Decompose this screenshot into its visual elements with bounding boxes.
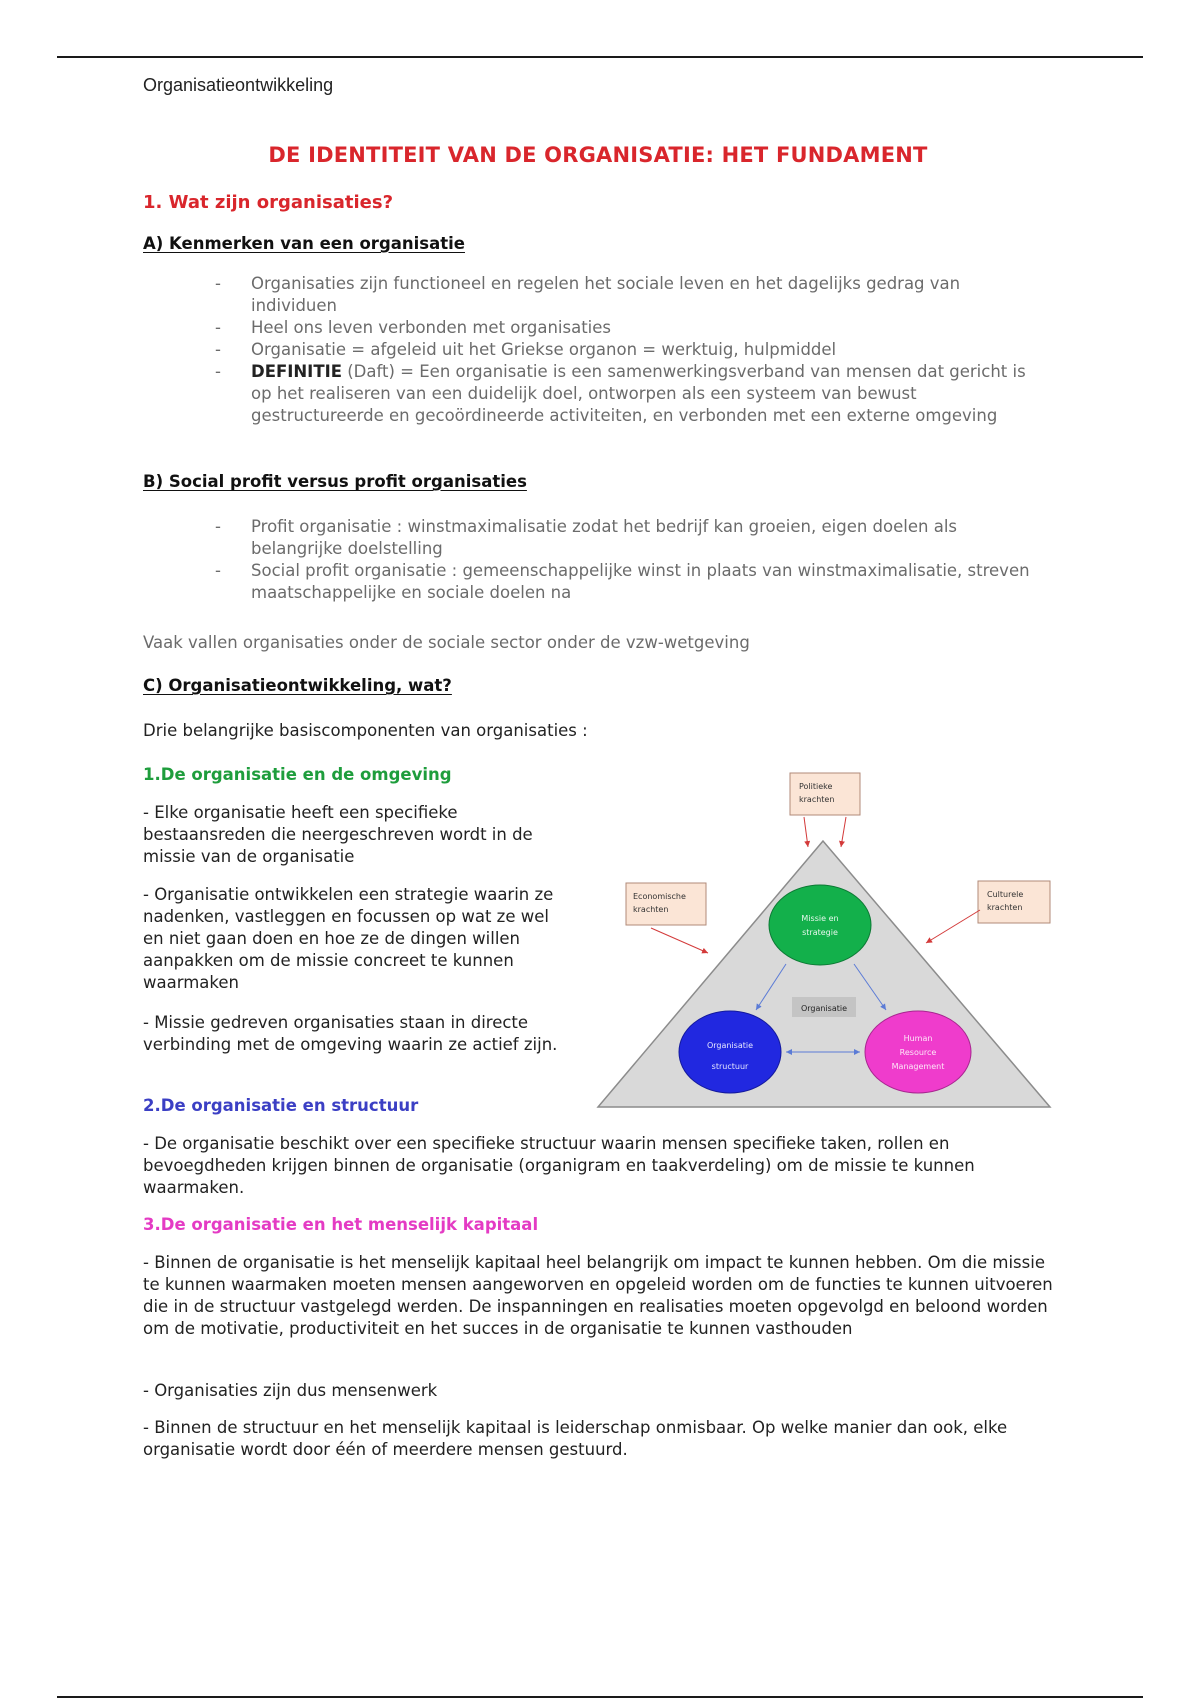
component-1-para-3: - Missie gedreven organisaties staan in directe verbinding met de omgeving waarin ze actief zijn.: [143, 1013, 558, 1054]
component-3-para-1: - Binnen de organisatie is het menselijk kapitaal heel belangrijk om impact te kunnen hebben. Om die missie te kunnen waarmaken moeten mensen aangeworven en opgeleid worden om de functies te kunnen uitvoeren die in de structuur vastgelegd werden. De inspanningen en realisaties moeten opgevolgd en beloond worden om de motivatie, productiviteit en het succes in de organisatie te kunnen vasthouden: [143, 1253, 1053, 1338]
svg-text:krachten: krachten: [633, 905, 669, 914]
missie-strategie-circle: [769, 885, 871, 965]
subsection-heading-c: C) Organisatieontwikkeling, wat?: [143, 676, 452, 695]
economische-krachten-box: [626, 883, 706, 925]
svg-text:Politieke: Politieke: [799, 782, 833, 791]
component-1-para-2: - Organisatie ontwikkelen een strategie waarin ze nadenken, vastleggen en focussen op wat ze wel en niet gaan doen en hoe ze de dingen willen aanpakken om de missie concreet te kunnen waarmaken: [143, 885, 554, 992]
component-3-para-2: - Organisaties zijn dus mensenwerk: [143, 1381, 438, 1400]
arrow-cultureel: [926, 910, 980, 943]
svg-text:Management: Management: [891, 1062, 945, 1071]
svg-text:Organisatie: Organisatie: [706, 1041, 754, 1050]
list-item: - Heel ons leven verbonden met organisaties: [215, 318, 612, 337]
organisatie-label: [792, 997, 856, 1017]
running-header: Organisatieontwikkeling: [143, 75, 334, 95]
arrow-politiek-1: [804, 817, 808, 847]
section-heading: 1. Wat zijn organisaties?: [143, 192, 394, 213]
svg-text:strategie: strategie: [802, 928, 838, 937]
svg-text:Culturele: Culturele: [987, 890, 1024, 899]
component-2-para: - De organisatie beschikt over een specifieke structuur waarin mensen specifieke taken, rollen en bevoegdheden krijgen binnen de organisatie (organigram en taakverdeling) om de missie te kunnen waarmaken.: [143, 1134, 975, 1197]
list-item: - Organisatie = afgeleid uit het Griekse organon = werktuig, hulpmiddel: [215, 340, 837, 359]
culturele-krachten-box: [978, 881, 1050, 923]
component-1-para-1: - Elke organisatie heeft een specifieke bestaansreden die neergeschreven wordt in de missie van de organisatie: [143, 803, 533, 866]
arrow-economisch: [651, 928, 708, 953]
list-item: - Social profit organisatie : gemeenschappelijke winst in plaats van winstmaximalisatie, streven maatschappelijke en sociale doelen na: [215, 561, 1030, 602]
svg-text:krachten: krachten: [799, 795, 835, 804]
list-item: - Organisaties zijn functioneel en regelen het sociale leven en het dagelijks gedrag van individuen: [215, 274, 961, 315]
bullet-list-profit: [215, 516, 1035, 604]
hrm-circle: [865, 1011, 971, 1093]
list-item: - DEFINITIE (Daft) = Een organisatie is een samenwerkingsverband van mensen dat gericht is op het realiseren van een duidelijk doel, ontworpen als een systeem van bewust gestructureerde en gecoördineerde activiteiten, en verbonden met een externe omgeving: [215, 362, 1026, 425]
component-3-heading: 3.De organisatie en het menselijk kapitaal: [143, 1215, 539, 1234]
definition-term: DEFINITIE: [251, 362, 342, 381]
svg-text:Human: Human: [903, 1034, 933, 1043]
components-intro: Drie belangrijke basiscomponenten van organisaties :: [143, 721, 588, 740]
arrow-politiek-2: [841, 817, 846, 847]
component-3-para-3: - Binnen de structuur en het menselijk kapitaal is leiderschap onmisbaar. Op welke manier dan ook, elke organisatie wordt door één of meerdere mensen gestuurd.: [143, 1418, 1008, 1459]
component-1-heading: 1.De organisatie en de omgeving: [143, 765, 452, 784]
organisation-diagram: [596, 765, 1056, 1113]
subsection-heading-b: B) Social profit versus profit organisaties: [143, 472, 527, 491]
list-item: - Profit organisatie : winstmaximalisatie zodat het bedrijf kan groeien, eigen doelen als belangrijke doelstelling: [215, 517, 958, 558]
svg-text:krachten: krachten: [987, 903, 1023, 912]
bottom-rule: [57, 1696, 1143, 1698]
component-2-heading: 2.De organisatie en structuur: [143, 1096, 419, 1115]
politieke-krachten-box: [790, 773, 860, 815]
subsection-heading-a: A) Kenmerken van een organisatie: [143, 234, 465, 253]
svg-text:Missie en: Missie en: [801, 914, 839, 923]
svg-text:Resource: Resource: [899, 1048, 937, 1057]
svg-text:Economische: Economische: [633, 892, 686, 901]
bullet-list-kenmerken: [215, 273, 1035, 427]
organisatie-structuur-circle: [679, 1011, 781, 1093]
top-rule: [57, 56, 1143, 58]
svg-text:Organisatie: Organisatie: [800, 1004, 848, 1013]
vzw-note: Vaak vallen organisaties onder de sociale sector onder de vzw-wetgeving: [143, 633, 750, 652]
svg-text:structuur: structuur: [711, 1062, 749, 1071]
page-title: DE IDENTITEIT VAN DE ORGANISATIE: HET FUNDAMENT: [268, 143, 928, 167]
